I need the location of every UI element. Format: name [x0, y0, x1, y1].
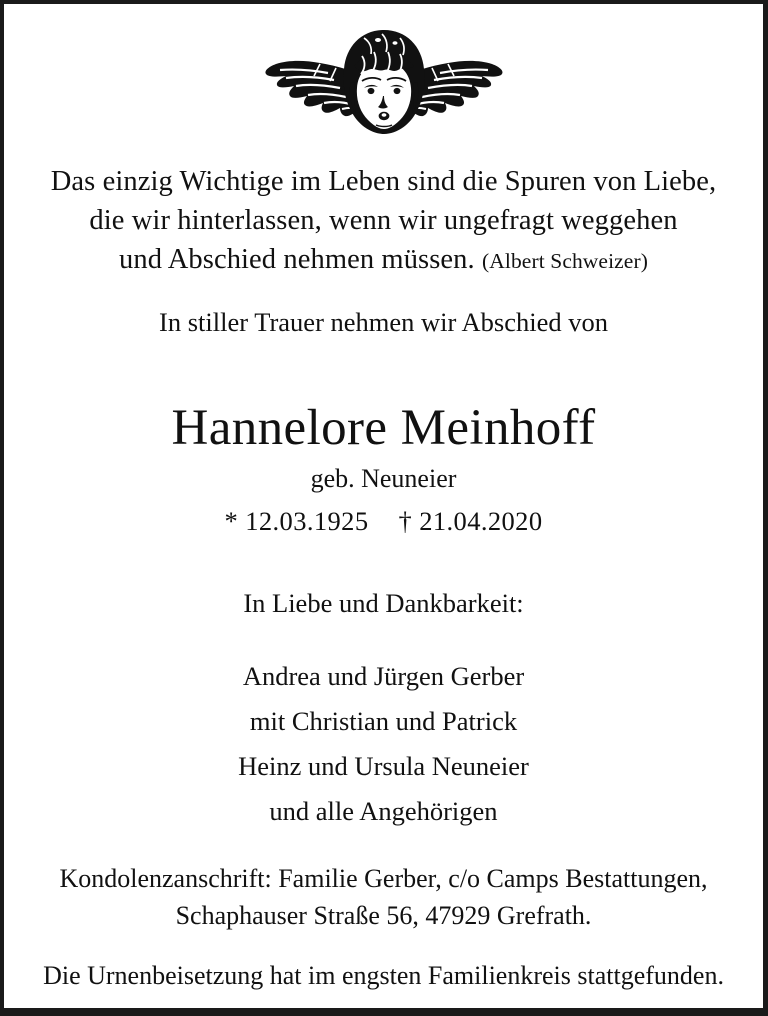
- deceased-block: [18, 397, 749, 539]
- condolence-address-line: Schaphauser Straße 56, 47929 Grefrath.: [175, 901, 592, 930]
- survivor-line: und alle Angehörigen: [269, 796, 498, 826]
- life-dates: [18, 503, 749, 539]
- survivor-line: Heinz und Ursula Neuneier: [238, 751, 529, 781]
- birth-symbol: *: [224, 506, 239, 536]
- condolence-address-line: Kondolenzanschrift: Familie Gerber, c/o Camps Bestattungen,: [59, 864, 708, 893]
- death-date: 21.04.2020: [419, 506, 543, 536]
- survivors-list: [18, 654, 749, 834]
- cherub-angel-icon: [4, 26, 763, 138]
- survivor-line: Andrea und Jürgen Gerber: [242, 661, 525, 691]
- notice-inner: [4, 4, 763, 1008]
- quote-line-1: Das einzig Wichtige im Leben sind die Spuren von Liebe,: [50, 166, 717, 197]
- mourning-intro: [18, 304, 749, 340]
- condolence-address: [18, 860, 749, 934]
- quote-attribution: (Albert Schweizer): [482, 249, 648, 273]
- quote-line-3-text: und Abschied nehmen müssen.: [119, 244, 475, 275]
- quote-line-3: [18, 240, 749, 281]
- mourning-intro-text: In stiller Trauer nehmen wir Abschied von: [159, 307, 608, 337]
- closing-note-text: Die Urnenbeisetzung hat im engsten Familienkreis stattgefunden.: [43, 961, 724, 990]
- birth-date: 12.03.1925: [245, 506, 369, 536]
- closing-note: [18, 959, 749, 993]
- survivor-line: mit Christian und Patrick: [249, 706, 518, 736]
- death-symbol: †: [398, 506, 413, 536]
- deceased-name: Hannelore Meinhoff: [171, 400, 596, 456]
- gratitude-heading-block: [18, 585, 749, 621]
- memorial-quote: [18, 162, 749, 281]
- deceased-maiden-name: geb. Neuneier: [310, 464, 457, 493]
- quote-line-2: die wir hinterlassen, wenn wir ungefragt weggehen: [89, 205, 678, 236]
- gratitude-heading: In Liebe und Dankbarkeit:: [243, 588, 524, 618]
